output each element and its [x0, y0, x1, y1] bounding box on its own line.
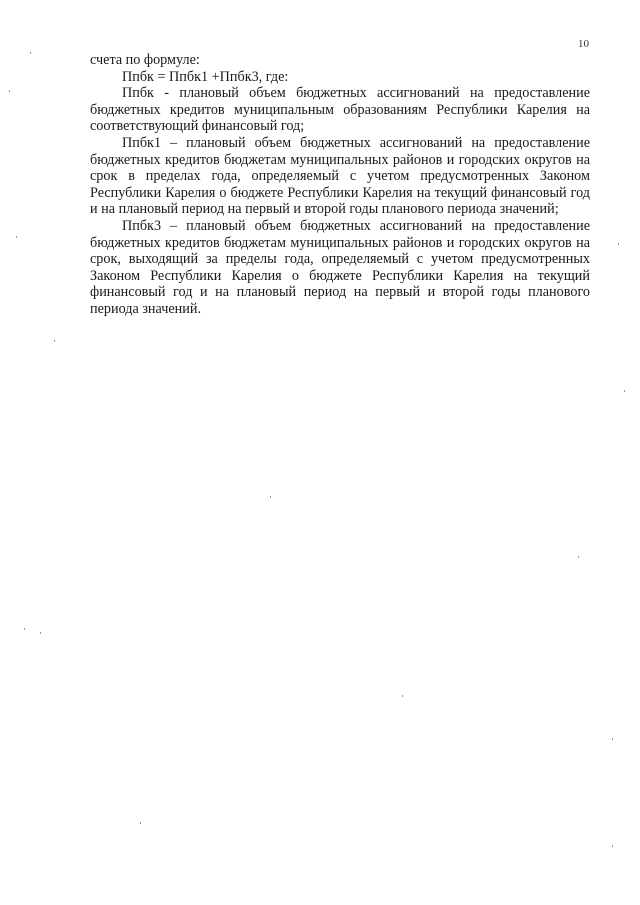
definition-ppbk1: Ппбк1 – плановый объем бюджетных ассигнований на предоставление бюджетных кредитов бюджетам муниципальных районов и городских округов на срок в пределах года, определяемый с учетом предусмотренных Законом Республики Карелия о бюджете Республики Карелия на текущий финансовый год и на плановый период на первый и второй годы планового периода значений;	[90, 134, 590, 218]
scan-speck	[9, 90, 10, 92]
scan-speck	[612, 845, 613, 847]
scan-speck	[402, 695, 403, 697]
definition-ppbk: Ппбк - плановый объем бюджетных ассигнований на предоставление бюджетных кредитов муниципальным образованиям Республики Карелия на соответствующий финансовый год;	[90, 85, 590, 135]
definition-ppbk3: Ппбк3 – плановый объем бюджетных ассигнований на предоставление бюджетных кредитов бюджетам муниципальных районов и городских округов на срок, выходящий за пределы года, определяемый с учетом предусмотренных Законом Республики Карелия о бюджете Республики Карелия на текущий финансовый год и на плановый период на первый и второй годы планового периода значений.	[90, 217, 590, 317]
scan-speck	[618, 243, 619, 245]
scan-speck	[140, 822, 141, 824]
scan-speck	[270, 496, 271, 498]
scan-speck	[578, 556, 579, 558]
page-number: 10	[578, 38, 589, 50]
scan-speck	[40, 632, 41, 634]
document-body	[90, 52, 590, 318]
scan-speck	[24, 628, 25, 630]
formula: Ппбк = Ппбк1 +Ппбк3, где:	[122, 68, 289, 85]
scan-speck	[54, 340, 55, 342]
scan-speck	[624, 390, 625, 392]
scan-speck	[612, 738, 613, 740]
scan-speck	[30, 52, 31, 54]
formula-intro: счета по формуле:	[90, 52, 200, 68]
scan-speck	[16, 236, 17, 238]
